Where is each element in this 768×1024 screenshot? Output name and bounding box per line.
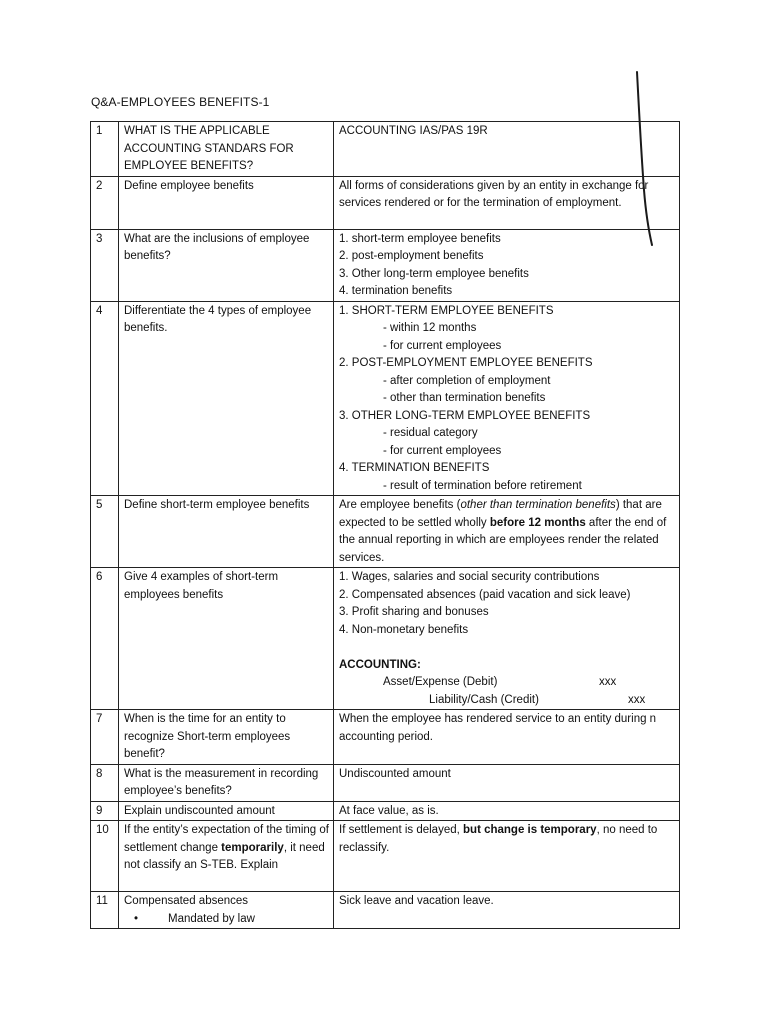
debit-amount: xxx — [599, 676, 617, 688]
answer-cell: When the employee has rendered service to an entity during n accounting period. — [334, 710, 680, 765]
question-cell: Give 4 examples of short-term employees benefits — [119, 568, 334, 710]
row-number: 11 — [91, 892, 119, 929]
answer-cell: All forms of considerations given by an entity in exchange for services rendered or for the termination of employment. — [334, 176, 680, 229]
answer-cell: At face value, as is. — [334, 801, 680, 821]
answer-subline: - residual category — [383, 427, 478, 439]
answer-bold-text: before 12 months — [489, 516, 586, 529]
answer-text: If settlement is delayed, — [339, 824, 464, 836]
question-cell: What is the measurement in recording employee’s benefits? — [119, 764, 334, 801]
debit-account: Asset/Expense (Debit) — [383, 676, 498, 688]
document-title: Q&A-EMPLOYEES BENEFITS-1 — [91, 95, 270, 109]
answer-subline: - after completion of employment — [383, 374, 551, 387]
answer-line: 1. Wages, salaries and social security contributions — [339, 571, 600, 583]
row-number: 6 — [91, 568, 119, 710]
accounting-label: ACCOUNTING: — [339, 658, 421, 671]
row-number: 2 — [91, 176, 119, 229]
question-text: If the entity’s expectation of the timing of settlement change — [124, 824, 329, 854]
question-cell: What are the inclusions of employee benefits? — [119, 229, 334, 301]
answer-cell: Undiscounted amount — [334, 764, 680, 801]
answer-line: 2. post-employment benefits — [339, 250, 484, 262]
answer-cell: ACCOUNTING IAS/PAS 19R — [334, 122, 680, 177]
answer-line: 3. OTHER LONG-TERM EMPLOYEE BENEFITS — [339, 409, 591, 422]
answer-subline: - result of termination before retirement — [383, 479, 582, 492]
question-cell: When is the time for an entity to recognize Short-term employees benefit? — [119, 710, 334, 765]
bullet-text: Mandated by law — [168, 912, 255, 925]
question-text: , it need not classify an S-TEB. Explain — [124, 841, 325, 871]
row-number: 1 — [91, 122, 119, 177]
row-number: 10 — [91, 821, 119, 892]
question-cell: Define short-term employee benefits — [119, 496, 334, 568]
row-number: 5 — [91, 496, 119, 568]
row-number: 3 — [91, 229, 119, 301]
bullet-icon: • — [134, 912, 139, 925]
credit-amount: xxx — [628, 693, 646, 706]
row-number: 8 — [91, 764, 119, 801]
answer-line: 2. Compensated absences (paid vacation and sick leave) — [339, 588, 631, 601]
answer-line: 4. TERMINATION BENEFITS — [339, 462, 490, 474]
credit-account: Liability/Cash (Credit) — [429, 693, 539, 706]
answer-line: 3. Other long-term employee benefits — [339, 267, 529, 280]
answer-line: 4. Non-monetary benefits — [339, 623, 469, 636]
answer-text: Are employee benefits ( — [339, 499, 461, 511]
question-text: Compensated absences — [124, 895, 249, 907]
answer-line: 3. Profit sharing and bonuses — [339, 606, 489, 618]
answer-subline: - within 12 months — [383, 322, 477, 334]
answer-text: , no need to reclassify. — [339, 824, 658, 854]
question-cell: Differentiate the 4 types of employee benefits. — [119, 301, 334, 496]
row-number: 7 — [91, 710, 119, 765]
row-number: 9 — [91, 801, 119, 821]
answer-text: after the end of the annual reporting in which are employees render the related services. — [339, 516, 667, 564]
answer-line: 2. POST-EMPLOYMENT EMPLOYEE BENEFITS — [339, 357, 593, 369]
answer-cell: Sick leave and vacation leave. — [334, 892, 680, 929]
answer-subline: - for current employees — [383, 339, 502, 352]
answer-subline: - for current employees — [383, 444, 502, 457]
question-bold-text: temporarily — [221, 841, 284, 854]
answer-bold-text: but change is temporary — [463, 824, 597, 836]
answer-italic-text: other than termination benefits — [460, 499, 616, 511]
question-cell: Explain undiscounted amount — [119, 801, 334, 821]
answer-line: 1. SHORT-TERM EMPLOYEE BENEFITS — [339, 304, 554, 317]
answer-line: 4. termination benefits — [339, 285, 453, 297]
row-number: 4 — [91, 301, 119, 496]
answer-text: ) that are expected to be settled wholly — [339, 499, 662, 529]
question-cell: Define employee benefits — [119, 176, 334, 229]
answer-line: 1. short-term employee benefits — [339, 232, 501, 245]
question-cell: WHAT IS THE APPLICABLE ACCOUNTING STANDARS FOR EMPLOYEE BENEFITS? — [119, 122, 334, 177]
answer-subline: - other than termination benefits — [383, 392, 546, 404]
